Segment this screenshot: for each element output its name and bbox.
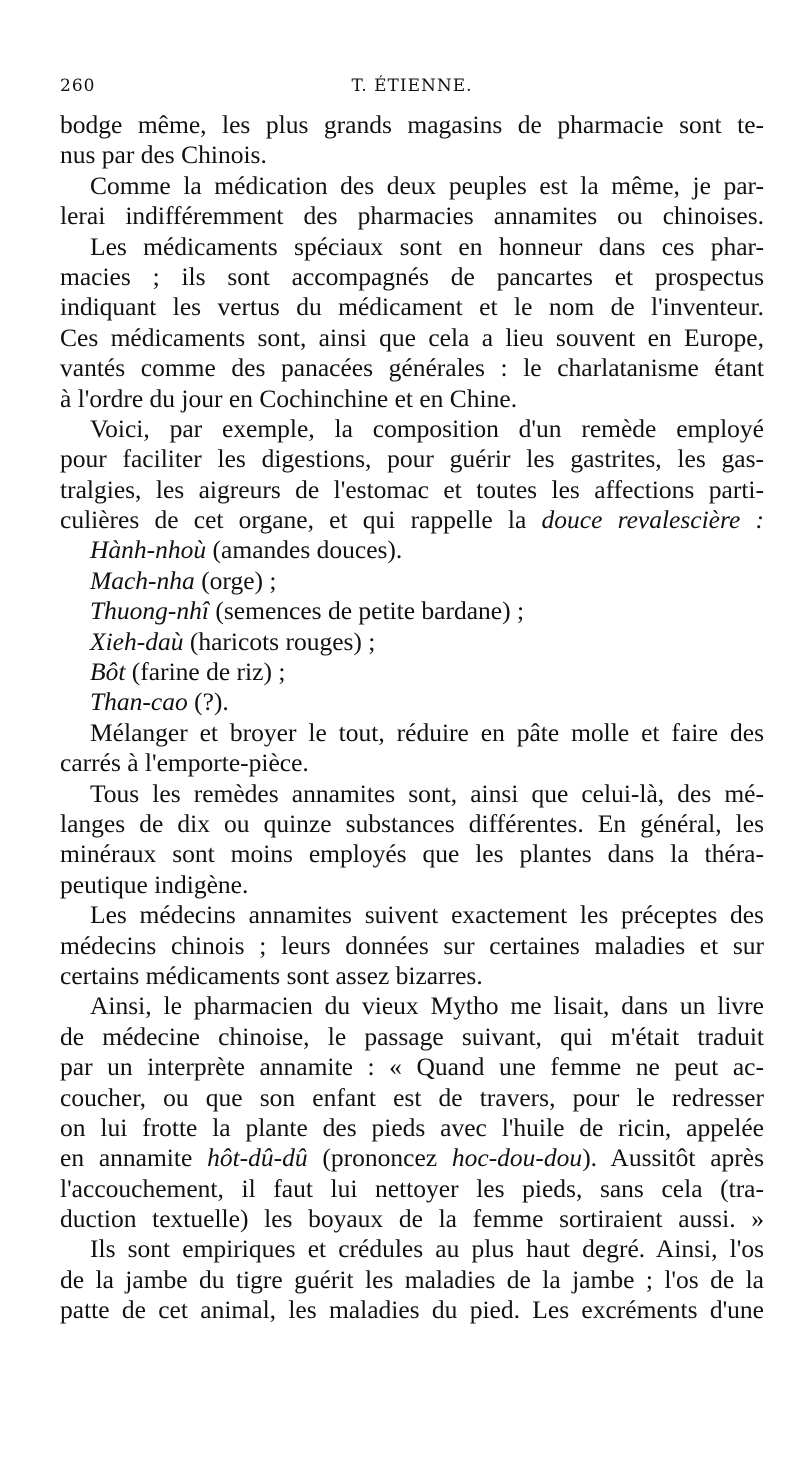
text-line: langes de dix ou quinze substances différentes. En général, les	[60, 808, 764, 838]
text-line: Comme la médication des deux peuples est la même, je par-	[90, 170, 764, 200]
italic-term: Than-cao	[90, 687, 188, 717]
italic-term: Bôt	[90, 657, 126, 687]
text-line: par un interprète annamite : « Quand une femme ne peut ac-	[60, 1052, 764, 1082]
text-line: Les médicaments spéciaux sont en honneur dans ces phar-	[90, 231, 764, 261]
text-line: patte de cet animal, les maladies du pied. Les excréments d'une	[60, 1295, 764, 1325]
text-run: ). Aussitôt après	[582, 1143, 764, 1173]
italic-term: hôt-dû-dû	[207, 1143, 308, 1173]
text-line: coucher, ou que son enfant est de travers, pour le redresser	[60, 1082, 764, 1112]
text-line	[60, 505, 764, 535]
text-line	[60, 687, 764, 717]
text-line	[60, 535, 764, 565]
text-line	[60, 1143, 764, 1173]
text-line: Ainsi, le pharmacien du vieux Mytho me lisait, dans un livre	[90, 991, 764, 1021]
text-line: macies ; ils sont accompagnés de pancartes et prospectus	[60, 261, 764, 291]
page-number: 260	[60, 76, 96, 96]
text-line: Ils sont empiriques et crédules au plus haut degré. Ainsi, l'os	[90, 1234, 764, 1264]
text-line	[60, 657, 764, 687]
text-run: (haricots rouges) ;	[183, 626, 376, 656]
text-line: peutique indigène.	[60, 869, 249, 899]
text-line	[60, 627, 764, 657]
text-line: Voici, par exemple, la composition d'un remède employé	[90, 413, 764, 443]
text-line: pour faciliter les digestions, pour guérir les gastrites, les gas-	[60, 444, 764, 474]
text-line: certains médicaments sont assez bizarres.	[60, 960, 483, 990]
text-run: (orge) ;	[194, 565, 277, 595]
text-run: (semences de petite bardane) ;	[209, 596, 525, 626]
running-title: T. ÉTIENNE.	[351, 76, 473, 96]
page-header	[60, 76, 764, 106]
text-run: en annamite	[60, 1143, 208, 1173]
text-line: de la jambe du tigre guérit les maladies de la jambe ; l'os de la	[60, 1264, 764, 1294]
italic-term: douce revalescière :	[541, 505, 764, 535]
text-run: (farine de riz) ;	[125, 657, 286, 687]
text-run: (amandes douces).	[206, 535, 403, 565]
text-line: bodge même, les plus grands magasins de pharmacie sont te-	[60, 110, 764, 139]
text-line: à l'ordre du jour en Cochinchine et en Chine.	[60, 383, 518, 413]
text-line: médecins chinois ; leurs données sur certaines maladies et sur	[60, 930, 764, 960]
italic-term: Hành-nhoù	[90, 535, 207, 565]
text-line: indiquant les vertus du médicament et le nom de l'inventeur.	[60, 292, 764, 322]
text-line: vantés comme des panacées générales : le charlatanisme étant	[60, 353, 764, 383]
text-line: Ces médicaments sont, ainsi que cela a lieu souvent en Europe,	[60, 322, 764, 352]
text-run: (prononcez	[307, 1143, 452, 1173]
italic-term: Xieh-daù	[90, 626, 184, 656]
body-text	[60, 110, 764, 1326]
text-line: on lui frotte la plante des pieds avec l'huile de ricin, appelée	[60, 1112, 764, 1142]
text-line: de médecine chinoise, le passage suivant, qui m'était traduit	[60, 1021, 764, 1051]
text-line: minéraux sont moins employés que les plantes dans la théra-	[60, 839, 764, 869]
italic-term: Mach-nha	[90, 565, 195, 595]
text-line: Les médecins annamites suivent exactement les préceptes des	[90, 900, 764, 930]
text-line: Tous les remèdes annamites sont, ainsi que celui-là, des mé-	[90, 778, 764, 808]
italic-term: Thuong-nhî	[90, 596, 210, 626]
text-line	[60, 566, 764, 596]
italic-term: hoc-dou-dou	[451, 1143, 583, 1173]
text-run: (?).	[187, 687, 229, 717]
text-line: tralgies, les aigreurs de l'estomac et toutes les affections parti-	[60, 474, 764, 504]
text-line: carrés à l'emporte-pièce.	[60, 748, 309, 778]
text-line	[60, 596, 764, 626]
text-line: Mélanger et broyer le tout, réduire en pâte molle et faire des	[90, 717, 764, 747]
text-line: duction textuelle) les boyaux de la femme sortiraient aussi. »	[60, 1204, 764, 1234]
text-line: lerai indifféremment des pharmacies annamites ou chinoises.	[60, 201, 764, 231]
text-line: nus par des Chinois.	[60, 140, 267, 170]
text-line: l'accouchement, il faut lui nettoyer les pieds, sans cela (tra-	[60, 1173, 764, 1203]
text-run: culières de cet organe, et qui rappelle la	[60, 505, 542, 535]
